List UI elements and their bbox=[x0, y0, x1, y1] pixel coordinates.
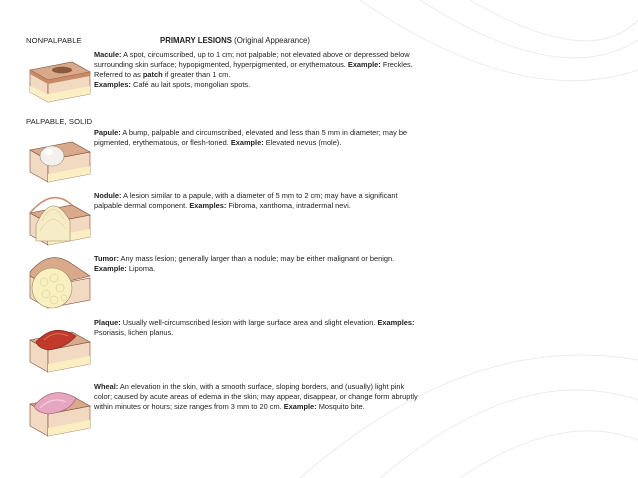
papule-example-text: Elevated nevus (mole). bbox=[263, 138, 342, 147]
nodule-desc: A lesion similar to a papule, with a diameter of 5 mm to 2 cm; may have a significant palpable dermal component. bbox=[94, 191, 398, 210]
wheal-skin-icon bbox=[26, 382, 94, 440]
tumor-description bbox=[94, 254, 420, 274]
macule-name: Macule: bbox=[94, 50, 122, 59]
macule-desc: A spot, circumscribed, up to 1 cm; not palpable; not elevated above or depressed below surrounding skin surface; hypopigmented, hyperpigmented, or erythematous. bbox=[94, 50, 410, 69]
tumor-example-label: Example: bbox=[94, 264, 127, 273]
papule-example-label: Example: bbox=[230, 138, 264, 147]
macule-skin-icon bbox=[26, 50, 94, 108]
macule-description bbox=[94, 50, 420, 90]
papule-description bbox=[94, 128, 420, 148]
macule-example-text: Freckles. Referred to as bbox=[94, 60, 413, 79]
tumor-example-text: Lipoma. bbox=[126, 264, 156, 273]
nodule-description bbox=[94, 191, 420, 211]
wheal-example-text: Mosquito bite. bbox=[316, 402, 365, 411]
papule-desc: A bump, palpable and circumscribed, elevated and less than 5 mm in diameter; may be pigmented, erythematous, or flesh-toned. bbox=[94, 128, 408, 147]
plaque-skin-icon bbox=[26, 318, 94, 376]
palpable-solid-label: PALPABLE, SOLID bbox=[26, 117, 93, 126]
nodule-skin-icon bbox=[26, 191, 94, 249]
plaque-desc: Usually well-circumscribed lesion with large surface area and slight elevation. bbox=[120, 318, 378, 327]
macule-after-patch: if greater than 1 cm. bbox=[162, 70, 231, 79]
nodule-name: Nodule: bbox=[94, 191, 122, 200]
wheal-example-label: Example: bbox=[283, 402, 317, 411]
page-title bbox=[160, 36, 310, 45]
nodule-example-text: Fibroma, xanthoma, intradermal nevi. bbox=[226, 201, 351, 210]
title-rest: (Original Appearance) bbox=[234, 36, 310, 45]
macule-example-label: Example: bbox=[347, 60, 381, 69]
papule-name: Papule: bbox=[94, 128, 121, 137]
wheal-desc: An elevation in the skin, with a smooth surface, sloping borders, and (usually) light pink color; caused by acute areas of edema in the skin; may appear, disappear, or change form abruptly within minutes or hours; size ranges from 3 mm to 20 cm. bbox=[94, 382, 418, 411]
tumor-desc: Any mass lesion; generally larger than a nodule; may be either malignant or benign. bbox=[118, 254, 395, 263]
plaque-description bbox=[94, 318, 420, 338]
tumor-name: Tumor: bbox=[94, 254, 119, 263]
papule-skin-icon bbox=[26, 128, 94, 186]
tumor-skin-icon bbox=[26, 254, 94, 312]
title-bold: PRIMARY LESIONS bbox=[160, 36, 232, 45]
plaque-example-label: Examples: bbox=[377, 318, 415, 327]
wheal-description bbox=[94, 382, 420, 412]
macule-examples-label: Examples: bbox=[94, 80, 131, 89]
macule-examples-text: Café au lait spots, mongolian spots. bbox=[130, 80, 251, 89]
plaque-example-text: Psoriasis, lichen planus. bbox=[94, 328, 174, 337]
macule-patch: patch bbox=[142, 70, 163, 79]
nodule-example-label: Examples: bbox=[189, 201, 227, 210]
plaque-name: Plaque: bbox=[94, 318, 121, 327]
wheal-name: Wheal: bbox=[94, 382, 119, 391]
nonpalpable-label: NONPALPABLE bbox=[26, 36, 82, 45]
